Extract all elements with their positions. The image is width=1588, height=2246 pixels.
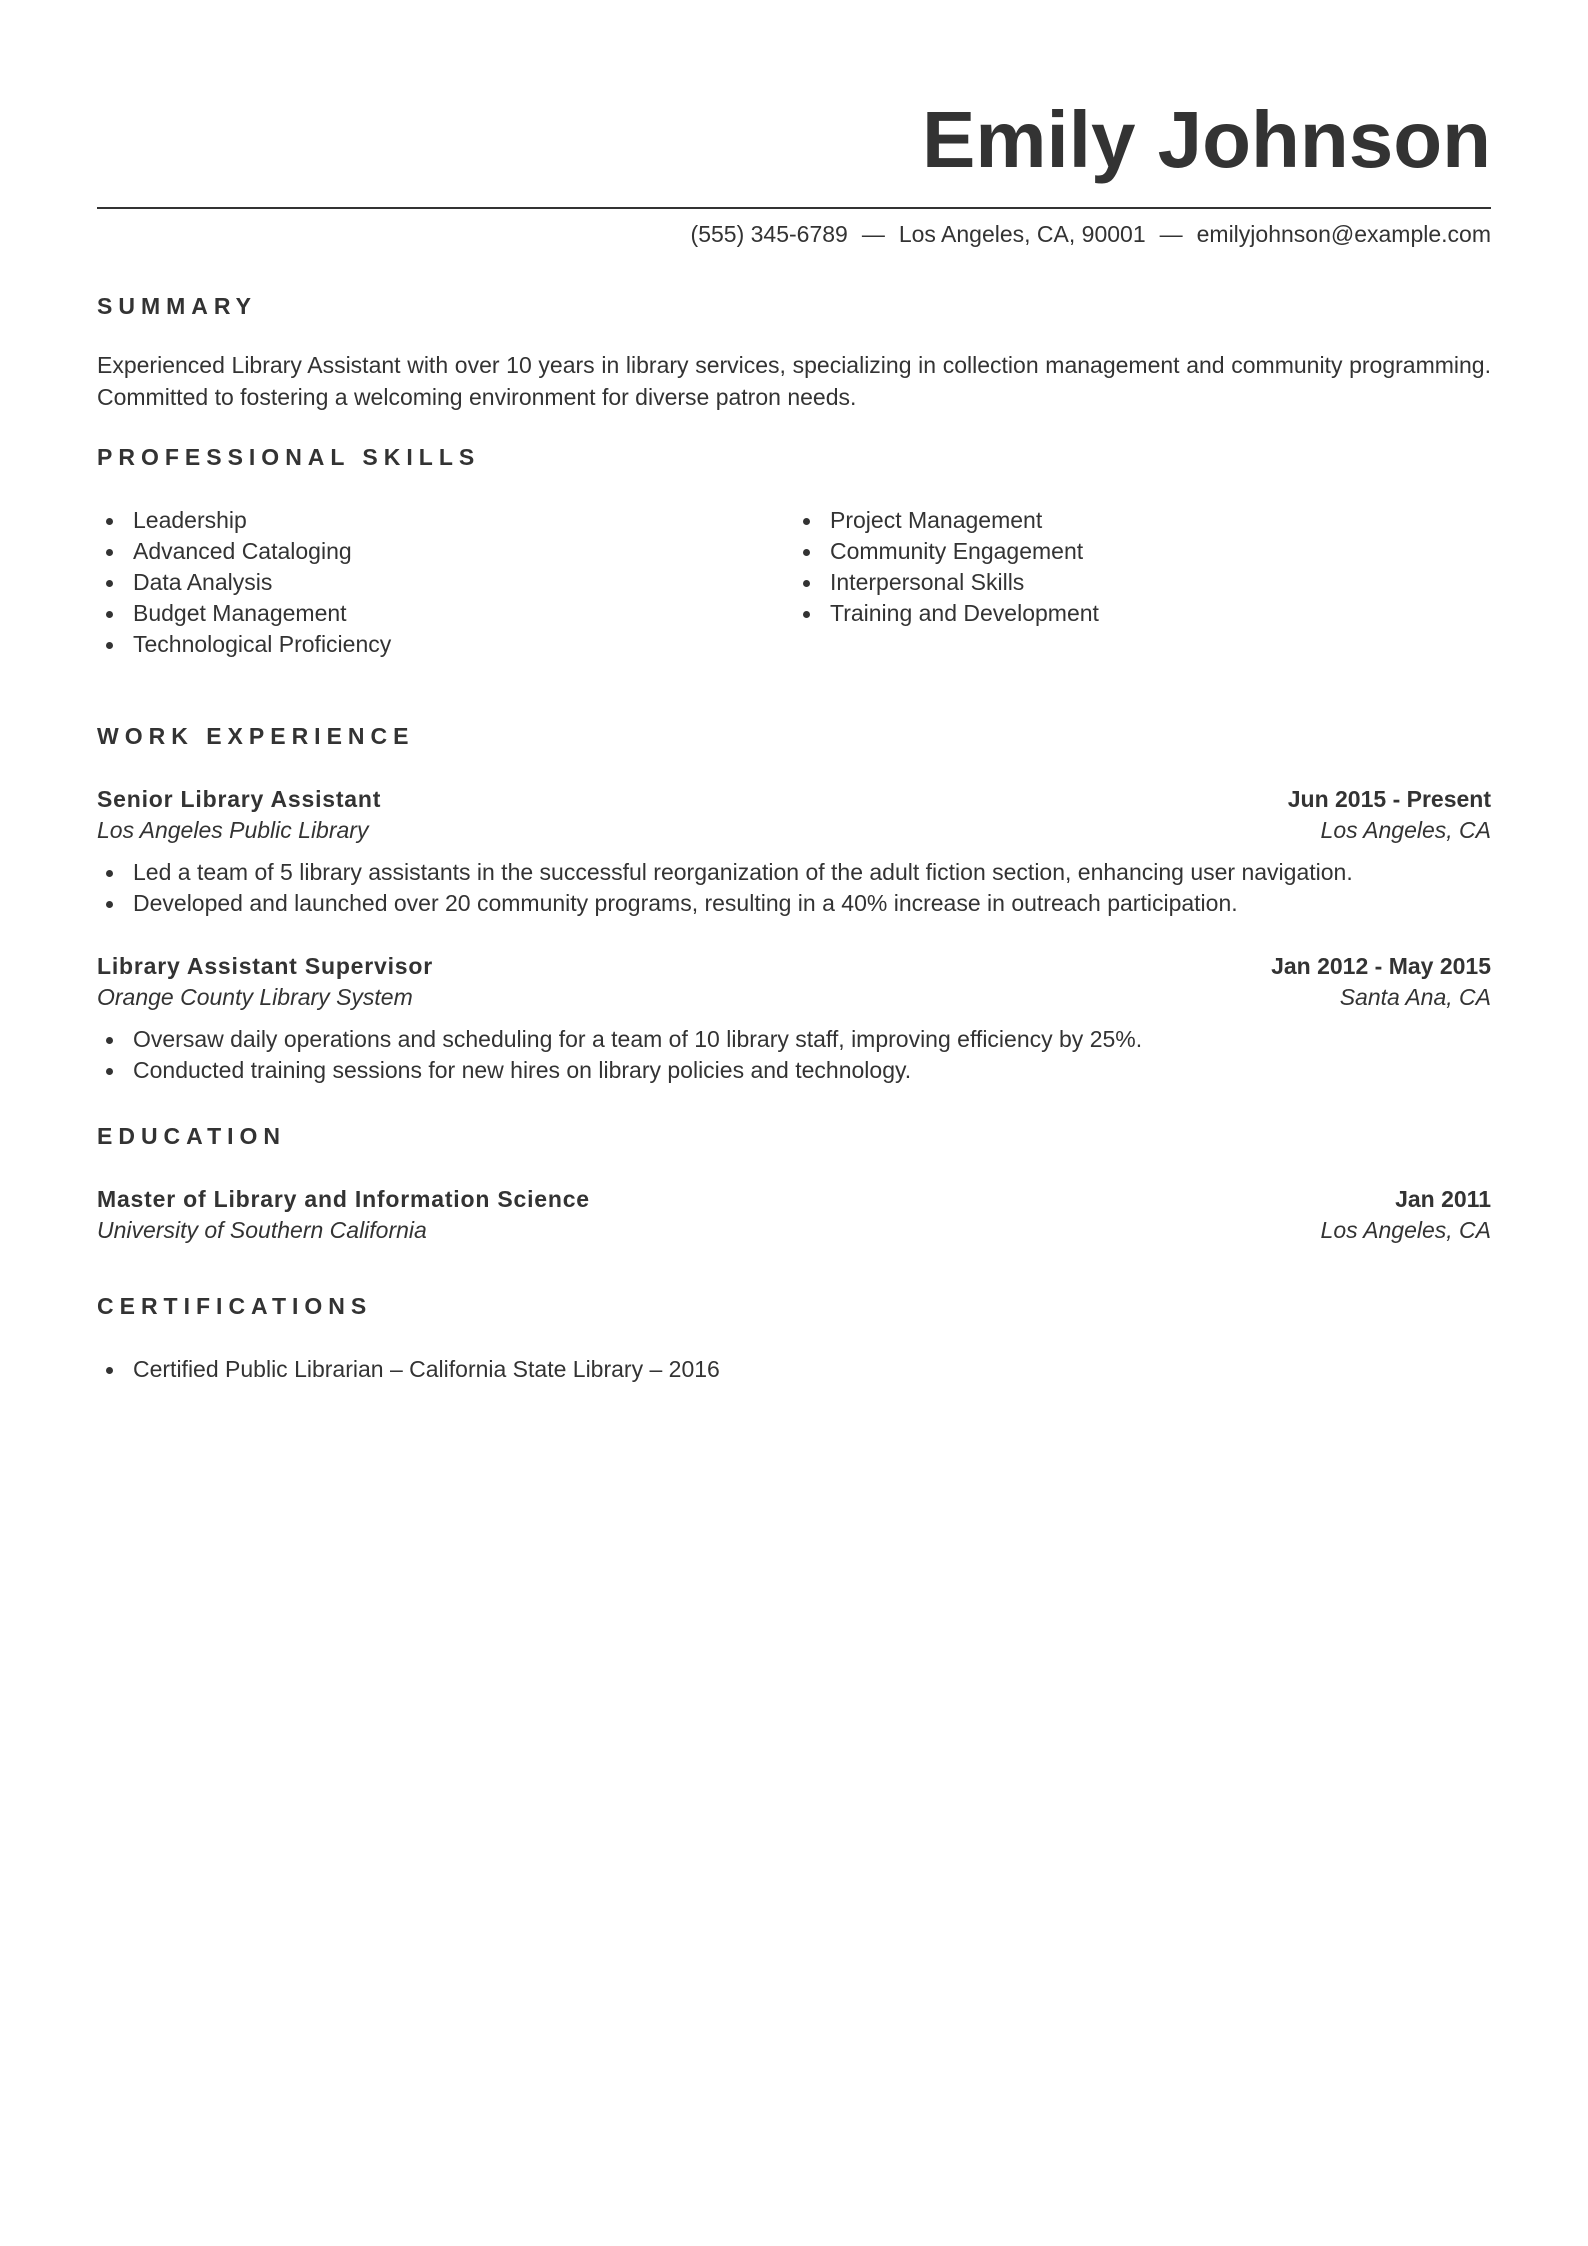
job-title: Library Assistant Supervisor (97, 953, 433, 979)
job-location: Los Angeles, CA (1320, 817, 1491, 843)
summary-heading: SUMMARY (97, 293, 257, 319)
skill-item: Training and Development (794, 598, 1491, 629)
contact-line (97, 219, 1491, 249)
skill-item: Budget Management (97, 598, 794, 629)
job-location: Santa Ana, CA (1339, 984, 1491, 1010)
skill-item: Project Management (794, 505, 1491, 536)
contact-location: Los Angeles, CA, 90001 (898, 221, 1146, 247)
skill-item: Interpersonal Skills (794, 567, 1491, 598)
skill-item: Technological Proficiency (97, 629, 794, 660)
job-subheader-row (97, 982, 1491, 1013)
job-entry (97, 951, 1491, 1086)
certifications-heading: CERTIFICATIONS (97, 1293, 373, 1319)
education-header-row (97, 1184, 1491, 1215)
job-bullets (97, 857, 1491, 919)
job-subheader-row (97, 815, 1491, 846)
header-divider (97, 207, 1491, 209)
summary-text: Experienced Library Assistant with over 10 years in library services, specializing in collection management and community programming. Committed to fostering a welcoming environment for diverse patron needs. (97, 352, 1491, 410)
skill-item: Data Analysis (97, 567, 794, 598)
work-heading: WORK EXPERIENCE (97, 723, 415, 749)
job-organization: Los Angeles Public Library (97, 817, 369, 843)
job-header-row (97, 951, 1491, 982)
certifications-list (97, 1354, 1491, 1385)
job-title: Senior Library Assistant (97, 786, 382, 812)
certification-item: Certified Public Librarian – California State Library – 2016 (97, 1354, 1491, 1385)
job-header-row (97, 784, 1491, 815)
education-subheader-row (97, 1215, 1491, 1246)
job-bullets (97, 1024, 1491, 1086)
job-dates: Jan 2012 - May 2015 (1271, 953, 1491, 979)
contact-email[interactable]: emilyjohnson@example.com (1196, 221, 1491, 247)
contact-separator: — (861, 221, 885, 247)
degree-date: Jan 2011 (1395, 1186, 1491, 1212)
job-organization: Orange County Library System (97, 984, 413, 1010)
skill-item: Leadership (97, 505, 794, 536)
skills-columns (97, 505, 1491, 660)
candidate-name: Emily Johnson (922, 95, 1491, 184)
skills-list-right (794, 505, 1491, 660)
job-dates: Jun 2015 - Present (1287, 786, 1491, 812)
job-entry (97, 784, 1491, 919)
degree-title: Master of Library and Information Science (97, 1186, 590, 1212)
school-name: University of Southern California (97, 1217, 427, 1243)
education-heading: EDUCATION (97, 1123, 287, 1149)
job-bullet: Developed and launched over 20 community programs, resulting in a 40% increase in outreach participation. (97, 888, 1491, 919)
job-bullet: Conducted training sessions for new hires on library policies and technology. (97, 1055, 1491, 1086)
skills-heading: PROFESSIONAL SKILLS (97, 444, 481, 470)
school-location: Los Angeles, CA (1320, 1217, 1491, 1243)
skill-item: Advanced Cataloging (97, 536, 794, 567)
job-bullet: Oversaw daily operations and scheduling for a team of 10 library staff, improving efficiency by 25%. (97, 1024, 1491, 1055)
education-entry (97, 1184, 1491, 1246)
contact-separator: — (1159, 221, 1183, 247)
skill-item: Community Engagement (794, 536, 1491, 567)
contact-phone: (555) 345-6789 (690, 221, 848, 247)
job-bullet: Led a team of 5 library assistants in the successful reorganization of the adult fiction section, enhancing user navigation. (97, 857, 1491, 888)
skills-list-left (97, 505, 794, 660)
